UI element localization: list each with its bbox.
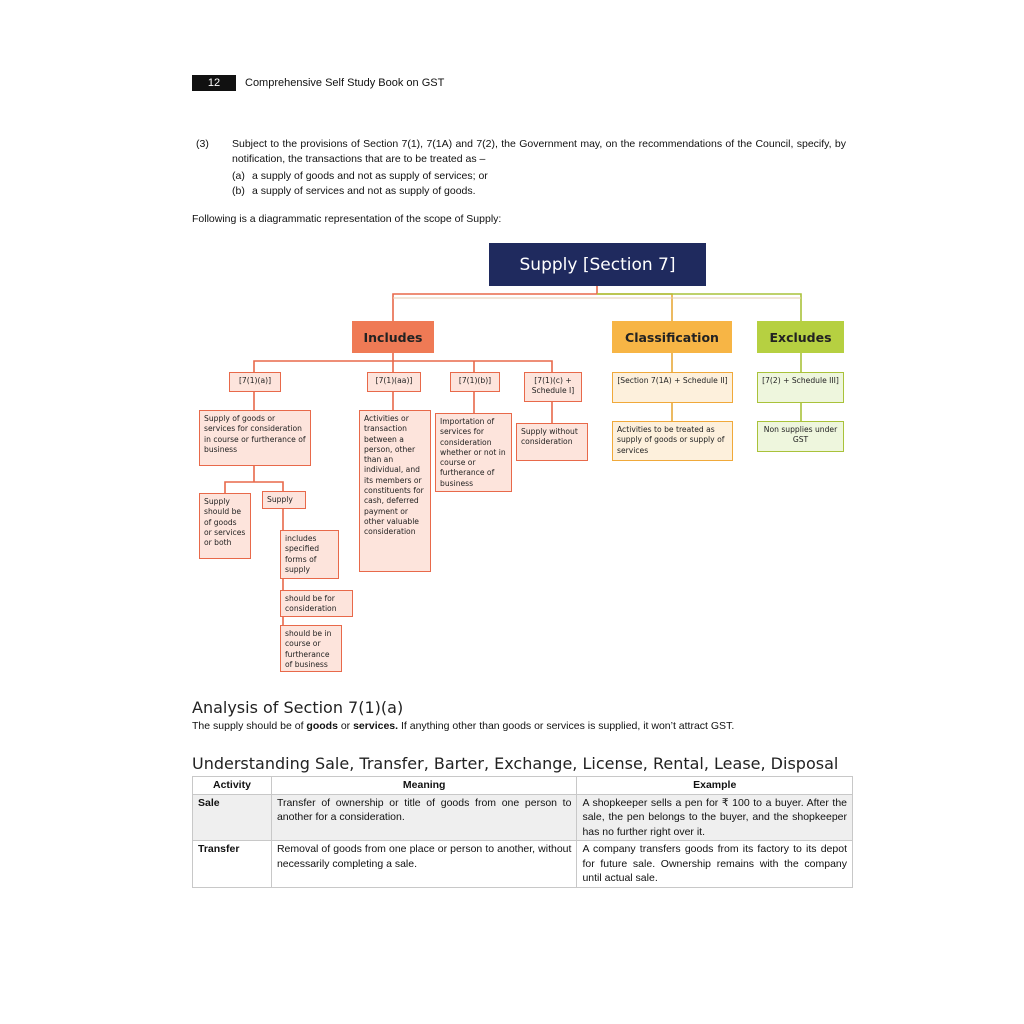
analysis-mid: or	[337, 720, 354, 732]
supply-section7-box: Supply [Section 7]	[489, 243, 706, 286]
supply-goods-services-box: Supply should be of goods or services or both	[199, 493, 251, 559]
activity-table	[192, 776, 853, 888]
table-row	[193, 841, 853, 888]
analysis-pre: The supply should be of	[192, 720, 307, 732]
cell-meaning: Transfer of ownership or title of goods from one person to another for a consideration.	[271, 794, 577, 841]
following-text: Following is a diagrammatic representation of the scope of Supply:	[192, 213, 502, 225]
analysis-goods: goods	[306, 720, 338, 732]
label-7-1-a: [7(1)(a)]	[229, 372, 281, 392]
para-number: (3)	[196, 138, 209, 150]
item-a-text: a supply of goods and not as supply of services; or	[252, 170, 488, 182]
supply-box: Supply	[262, 491, 306, 509]
cell-example: A company transfers goods from its factory to its depot for future sale. Ownership remains with the company until actual sale.	[577, 841, 853, 888]
for-consideration-box: should be for consideration	[280, 590, 353, 617]
analysis-heading: Analysis of Section 7(1)(a)	[192, 698, 404, 717]
label-7-1-aa: [7(1)(aa)]	[367, 372, 421, 392]
col-meaning: Meaning	[271, 777, 577, 795]
desc-7-1-a: Supply of goods or services for consideration in course or furtherance of business	[199, 410, 311, 466]
cell-activity: Sale	[193, 794, 272, 841]
cell-activity: Transfer	[193, 841, 272, 888]
book-title: Comprehensive Self Study Book on GST	[245, 77, 445, 89]
label-7-2-schedule-iii: [7(2) + Schedule III]	[757, 372, 844, 403]
label-7-1-b: [7(1)(b)]	[450, 372, 500, 392]
table-row	[193, 794, 853, 841]
excludes-box: Excludes	[757, 321, 844, 353]
specified-forms-box: includes specified forms of supply	[280, 530, 339, 579]
analysis-post: If anything other than goods or services is supplied, it won’t attract GST.	[398, 720, 735, 732]
table-header-row	[193, 777, 853, 795]
cell-example: A shopkeeper sells a pen for ₹ 100 to a buyer. After the sale, the pen belongs to the buyer, and the shopkeeper has no further right over it.	[577, 794, 853, 841]
includes-box: Includes	[352, 321, 434, 353]
item-b-text: a supply of services and not as supply of goods.	[252, 185, 476, 197]
para-text: Subject to the provisions of Section 7(1), 7(1A) and 7(2), the Government may, on the recommendations of the Council, specify, by notification, the transactions that are to be treated as –	[232, 138, 846, 165]
classification-box: Classification	[612, 321, 732, 353]
desc-classification: Activities to be treated as supply of goods or supply of services	[612, 421, 733, 461]
analysis-text	[192, 720, 734, 732]
label-7-1-c: [7(1)(c) + Schedule I]	[524, 372, 582, 402]
item-b-label: (b)	[232, 185, 245, 197]
page-number: 12	[192, 75, 236, 91]
label-7-1a-schedule-ii: [Section 7(1A) + Schedule II]	[612, 372, 733, 403]
desc-7-1-c: Supply without consideration	[516, 423, 588, 461]
col-example: Example	[577, 777, 853, 795]
understanding-heading: Understanding Sale, Transfer, Barter, Exchange, License, Rental, Lease, Disposal	[192, 754, 839, 773]
desc-7-1-b: Importation of services for consideration whether or not in course or furtherance of business	[435, 413, 512, 492]
analysis-services: services.	[353, 720, 399, 732]
item-a-label: (a)	[232, 170, 245, 182]
cell-meaning: Removal of goods from one place or person to another, without necessarily completing a sale.	[271, 841, 577, 888]
desc-non-supplies: Non supplies under GST	[757, 421, 844, 452]
col-activity: Activity	[193, 777, 272, 795]
course-furtherance-box: should be in course or furtherance of business	[280, 625, 342, 672]
desc-7-1-aa: Activities or transaction between a person, other than an individual, and its members or constituents for cash, deferred payment or other valuable consideration	[359, 410, 431, 572]
